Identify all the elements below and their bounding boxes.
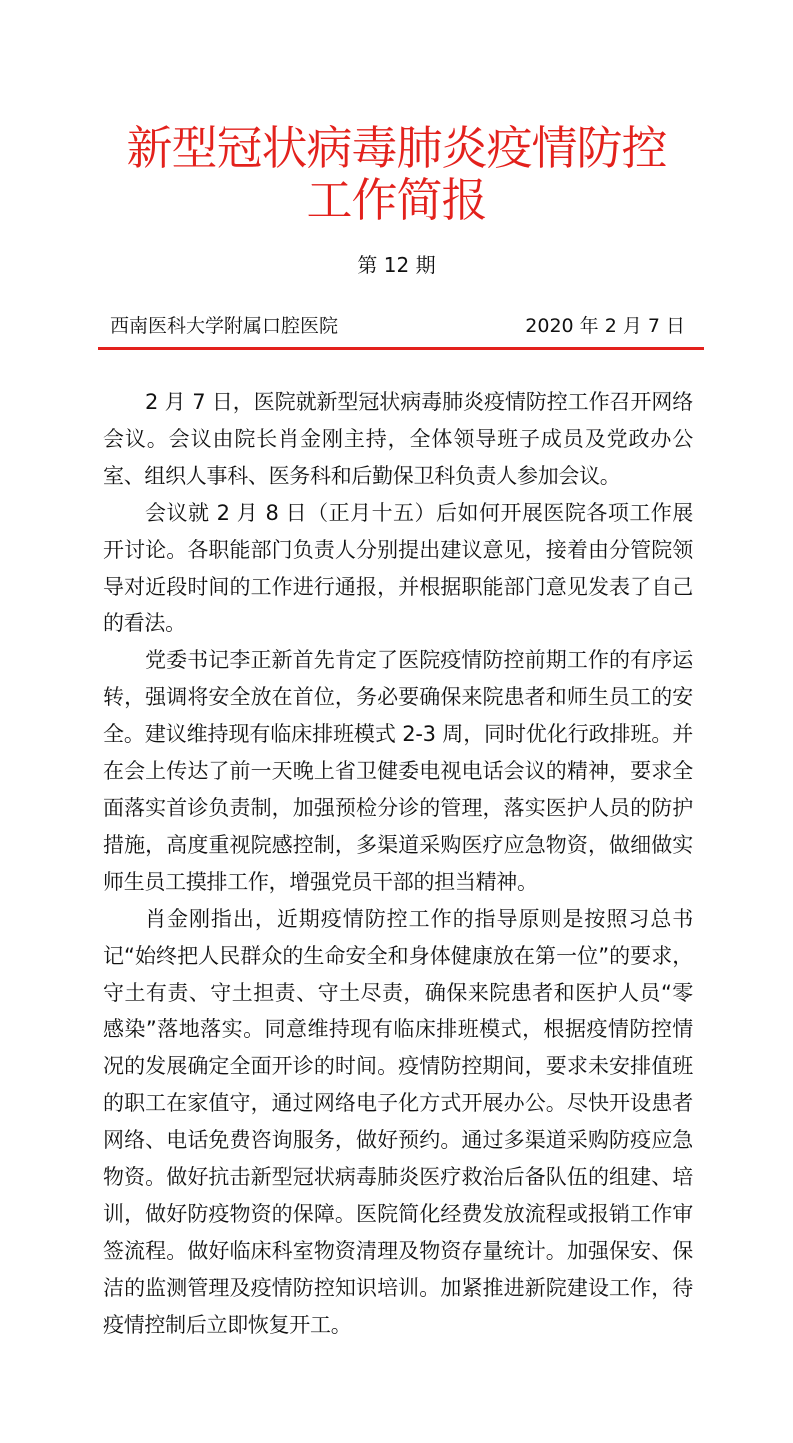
paragraph-2: 会议就 2 月 8 日（正月十五）后如何开展医院各项工作展开讨论。各职能部门负责人分别提出建议意见，接着由分管院领导对近段时间的工作进行通报，并根据职能部门意见发表了自己的看法。 bbox=[103, 500, 693, 636]
paragraph-4: 肖金刚指出，近期疫情防控工作的指导原则是按照习总书记“始终把人民群众的生命安全和身体健康放在第一位”的要求，守土有责、守土担责、守土尽责，确保来院患者和医护人员“零感染”落地落实。同意维持现有临床排班模式，根据疫情防控情况的发展确定全面开诊的时间。疫情防控期间，要求未安排值班的职工在家值守，通过网络电子化方式开展办公。尽快开设患者网络、电话免费咨询服务，做好预约。通过多渠道采购防疫应急物资。做好抗击新型冠状病毒肺炎医疗救治后备队伍的组建、培训，做好防疫物资的保障。医院简化经费发放流程或报销工作审签流程。做好临床科室物资清理及物资存量统计。加强保安、保洁的监测管理及疫情防控知识培训。加紧推进新院建设工作，待疫情控制后立即恢复开工。 bbox=[103, 906, 693, 1337]
header-divider bbox=[98, 347, 704, 350]
issuing-organization: 西南医科大学附属口腔医院 bbox=[110, 315, 339, 337]
bulletin-title-line1: 新型冠状病毒肺炎疫情防控 bbox=[126, 121, 667, 175]
paragraph-1: 2 月 7 日，医院就新型冠状病毒肺炎疫情防控工作召开网络会议。会议由院长肖金刚主持，全体领导班子成员及党政办公室、组织人事科、医务科和后勤保卫科负责人参加会议。 bbox=[103, 390, 693, 488]
bulletin-title-line2: 工作简报 bbox=[306, 173, 487, 227]
paragraph-3: 党委书记李正新首先肯定了医院疫情防控前期工作的有序运转，强调将安全放在首位，务必要确保来院患者和师生员工的安全。建议维持现有临床排班模式 2-3 周，同时优化行政排班。并在会上传达了前一天晚上省卫健委电视电话会议的精神，要求全面落实首诊负责制，加强预检分诊的管理，落实医护人员的防护措施，高度重视院感控制，多渠道采购医疗应急物资，做细做实师生员工摸排工作，增强党员干部的担当精神。 bbox=[103, 648, 693, 894]
bulletin-body bbox=[103, 384, 693, 1344]
issue-number: 第 12 期 bbox=[357, 253, 436, 277]
issue-date: 2020 年 2 月 7 日 bbox=[525, 315, 685, 337]
